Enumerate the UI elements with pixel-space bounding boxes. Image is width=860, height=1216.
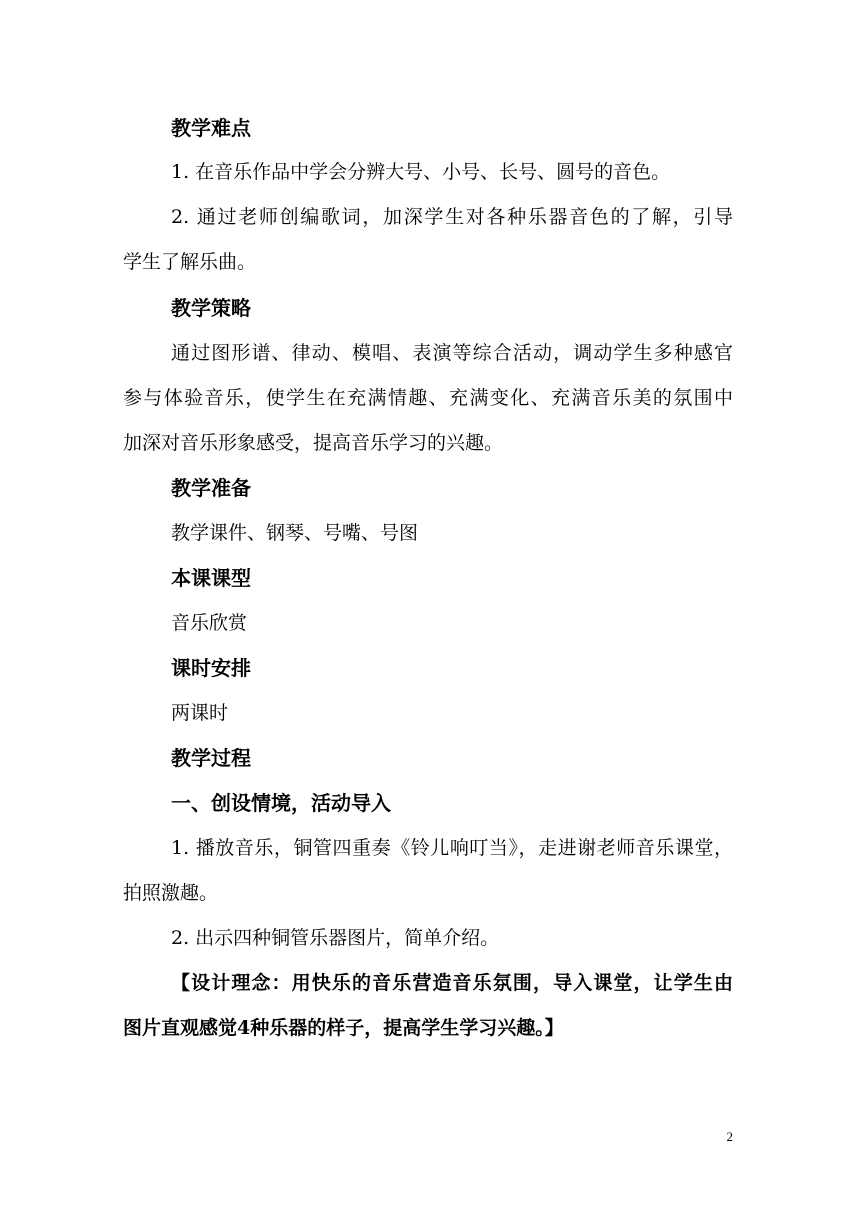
difficulty-item-1: 1. 在音乐作品中学会分辨大号、小号、长号、圆号的音色。	[171, 161, 671, 183]
step-1-line-1: 1. 播放音乐，铜管四重奏《铃儿响叮当》，走进谢老师音乐课堂，	[171, 837, 733, 859]
preparation-text: 教学课件、钢琴、号嘴、号图	[171, 522, 419, 544]
heading-lesson-type: 本课课型	[171, 566, 251, 590]
step-1-line-2: 拍照激趣。	[123, 882, 219, 904]
design-concept-line-2: 图片直观感觉4种乐器的样子，提高学生学习兴趣。】	[123, 1017, 564, 1039]
strategy-paragraph-line-2: 参与体验音乐，使学生在充满情趣、充满变化、充满音乐美的氛围中	[123, 387, 733, 409]
strategy-paragraph-line-1: 通过图形谱、律动、模唱、表演等综合活动，调动学生多种感官	[171, 342, 733, 364]
difficulty-item-2-line-2: 学生了解乐曲。	[123, 251, 257, 273]
step-2: 2. 出示四种铜管乐器图片，简单介绍。	[171, 927, 500, 949]
section-1-title: 一、创设情境，活动导入	[171, 791, 391, 815]
class-schedule-text: 两课时	[171, 702, 229, 724]
difficulty-item-2-line-1: 2. 通过老师创编歌词，加深学生对各种乐器音色的了解，引导	[171, 206, 733, 228]
lesson-type-text: 音乐欣赏	[171, 612, 248, 634]
heading-teaching-preparation: 教学准备	[171, 476, 251, 500]
heading-teaching-difficulties: 教学难点	[171, 116, 251, 140]
heading-teaching-process: 教学过程	[171, 746, 251, 770]
page-number: 2	[726, 1129, 733, 1144]
strategy-paragraph-line-3: 加深对音乐形象感受，提高音乐学习的兴趣。	[123, 432, 504, 454]
design-concept-line-1: 【设计理念：用快乐的音乐营造音乐氛围，导入课堂，让学生由	[171, 972, 733, 994]
heading-class-schedule: 课时安排	[171, 656, 251, 680]
heading-teaching-strategy: 教学策略	[171, 296, 251, 320]
